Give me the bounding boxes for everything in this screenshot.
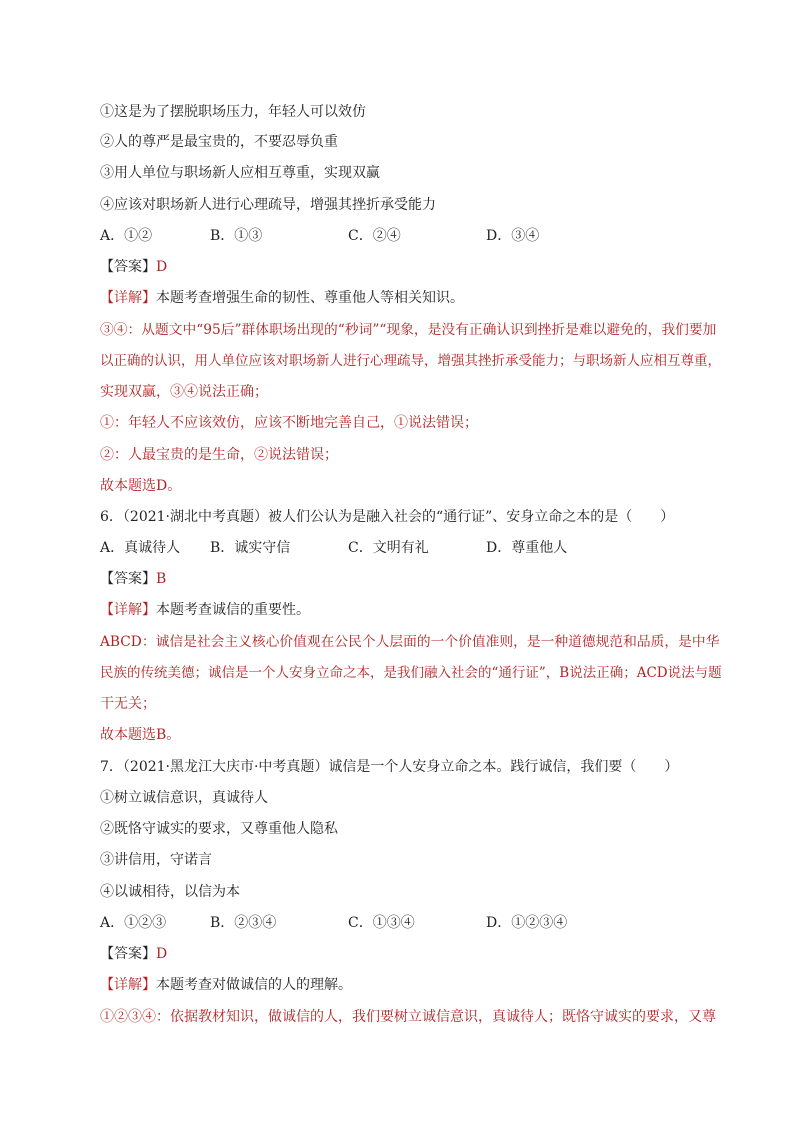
question-7-stem: 7．（2021·黑龙江大庆市·中考真题）诚信是一个人安身立命之本。践行诚信，我们要（ ） <box>100 759 679 775</box>
explanation-line: 实现双赢，③④说法正确； <box>100 384 268 400</box>
statement-3: ③讲信用，守诺言 <box>100 852 212 868</box>
statement-4: ④应该对职场新人进行心理疏导，增强其挫折承受能力 <box>100 197 436 213</box>
option-b: B．①③ <box>210 228 263 244</box>
explanation-line: 民族的传统美德；诚信是一个人安身立命之本，是我们融入社会的“通行证”，B说法正确；ACD说法与题 <box>100 665 722 681</box>
option-a: A．真诚待人 <box>100 540 181 556</box>
answer-value: D <box>156 946 168 962</box>
detail-intro: 本题考查诚信的重要性。 <box>156 602 310 618</box>
detail-tag: 【详解】 <box>100 977 156 993</box>
detail-intro: 本题考查增强生命的韧性、尊重他人等相关知识。 <box>156 290 464 306</box>
option-d: D．尊重他人 <box>486 540 568 556</box>
explanation-line: ②：人最宝贵的是生命，②说法错误； <box>100 447 338 463</box>
options-row <box>100 224 722 248</box>
detail-line <box>100 286 722 310</box>
option-a: A．①② <box>100 228 153 244</box>
option-b: B．诚实守信 <box>210 540 291 556</box>
conclusion-line: 故本题选B。 <box>100 727 181 743</box>
explanation-line: ①②③④：依据教材知识，做诚信的人，我们要树立诚信意识，真诚待人；既恪守诚实的要求，又尊 <box>100 1009 716 1025</box>
detail-line <box>100 598 722 622</box>
answer-line <box>100 567 722 591</box>
question-6-stem: 6．（2021·湖北中考真题）被人们公认为是融入社会的“通行证”、安身立命之本的是（ ） <box>100 509 675 525</box>
answer-line <box>100 942 722 966</box>
statement-1: ①这是为了摆脱职场压力，年轻人可以效仿 <box>100 104 366 120</box>
explanation-line: ABCD：诚信是社会主义核心价值观在公民个人层面的一个价值准则，是一种道德规范和品质，是中华 <box>100 634 720 650</box>
statement-4: ④以诚相待，以信为本 <box>100 884 240 900</box>
option-c: C．②④ <box>348 228 401 244</box>
options-row <box>100 536 722 560</box>
answer-value: D <box>156 259 168 275</box>
explanation-line: ③④：从题文中“95后”群体职场出现的“秒词”“现象，是没有正确认识到挫折是难以避免的，我们要加 <box>100 322 717 338</box>
option-a: A．①②③ <box>100 915 167 931</box>
statement-1: ①树立诚信意识，真诚待人 <box>100 790 268 806</box>
answer-tag: 【答案】 <box>100 571 156 587</box>
answer-tag: 【答案】 <box>100 259 156 275</box>
option-c: C．文明有礼 <box>348 540 429 556</box>
explanation-line: ①：年轻人不应该效仿，应该不断地完善自己，①说法错误； <box>100 415 478 431</box>
answer-value: B <box>156 571 167 587</box>
answer-line <box>100 255 722 279</box>
detail-tag: 【详解】 <box>100 602 156 618</box>
statement-2: ②既恪守诚实的要求，又尊重他人隐私 <box>100 821 338 837</box>
option-d: D．①②③④ <box>486 915 568 931</box>
detail-line <box>100 973 722 997</box>
explanation-line: 以正确的认识，用人单位应该对职场新人进行心理疏导，增强其挫折承受能力；与职场新人应相互尊重， <box>100 353 721 369</box>
conclusion-line: 故本题选D。 <box>100 478 182 494</box>
option-d: D．③④ <box>486 228 540 244</box>
statement-2: ②人的尊严是最宝贵的，不要忍辱负重 <box>100 134 338 150</box>
options-row <box>100 911 722 935</box>
option-b: B．②③④ <box>210 915 277 931</box>
explanation-line: 干无关； <box>100 696 156 712</box>
detail-tag: 【详解】 <box>100 290 156 306</box>
detail-intro: 本题考查对做诚信的人的理解。 <box>156 977 352 993</box>
answer-tag: 【答案】 <box>100 946 156 962</box>
statement-3: ③用人单位与职场新人应相互尊重，实现双赢 <box>100 165 380 181</box>
option-c: C．①③④ <box>348 915 415 931</box>
